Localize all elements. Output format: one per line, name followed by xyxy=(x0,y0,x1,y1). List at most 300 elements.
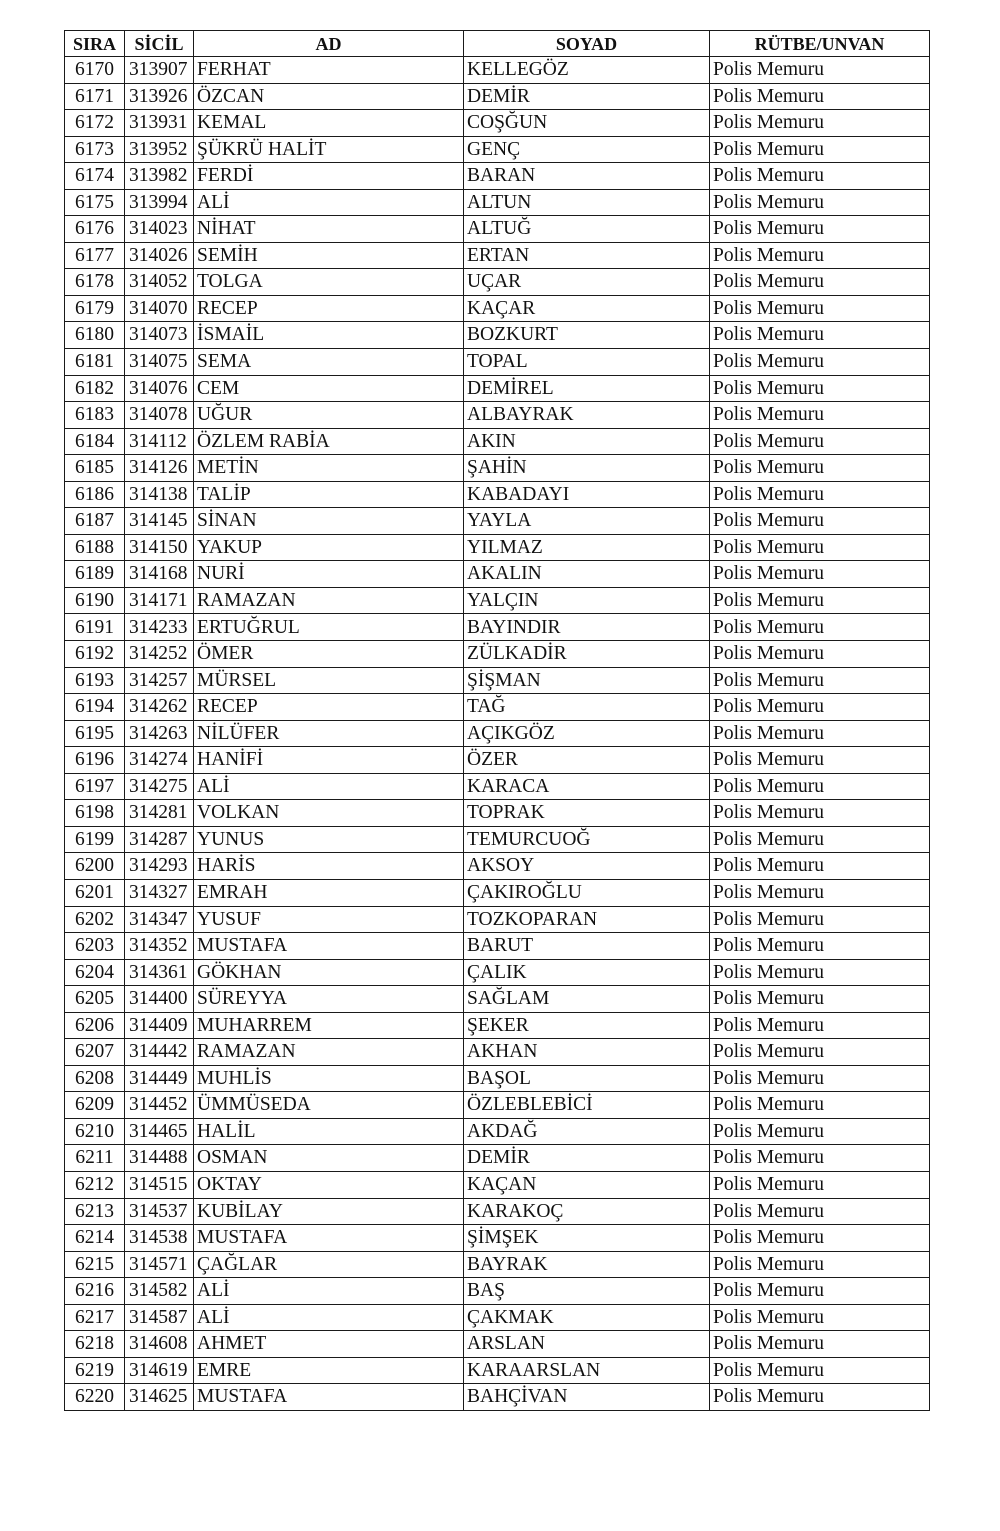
cell-soyad: ÇAKMAK xyxy=(464,1304,710,1331)
cell-soyad: AKSOY xyxy=(464,853,710,880)
cell-sira: 6187 xyxy=(65,508,125,535)
cell-ad: NİHAT xyxy=(194,216,464,243)
cell-ad: MUSTAFA xyxy=(194,1384,464,1411)
cell-sira: 6194 xyxy=(65,694,125,721)
table-row xyxy=(65,295,930,322)
cell-rutbe: Polis Memuru xyxy=(710,959,930,986)
cell-sira: 6200 xyxy=(65,853,125,880)
cell-soyad: YILMAZ xyxy=(464,534,710,561)
cell-ad: ÖZLEM RABİA xyxy=(194,428,464,455)
cell-rutbe: Polis Memuru xyxy=(710,747,930,774)
cell-rutbe: Polis Memuru xyxy=(710,1331,930,1358)
cell-sira: 6210 xyxy=(65,1118,125,1145)
cell-ad: NİLÜFER xyxy=(194,720,464,747)
cell-rutbe: Polis Memuru xyxy=(710,587,930,614)
cell-sicil: 314233 xyxy=(125,614,194,641)
cell-ad: OSMAN xyxy=(194,1145,464,1172)
table-row xyxy=(65,375,930,402)
cell-ad: ÖZCAN xyxy=(194,83,464,110)
cell-rutbe: Polis Memuru xyxy=(710,402,930,429)
cell-soyad: BAHÇİVAN xyxy=(464,1384,710,1411)
cell-sira: 6186 xyxy=(65,481,125,508)
cell-sira: 6203 xyxy=(65,933,125,960)
cell-ad: RAMAZAN xyxy=(194,1039,464,1066)
cell-rutbe: Polis Memuru xyxy=(710,455,930,482)
cell-sira: 6211 xyxy=(65,1145,125,1172)
cell-rutbe: Polis Memuru xyxy=(710,1065,930,1092)
cell-rutbe: Polis Memuru xyxy=(710,1092,930,1119)
cell-sicil: 314352 xyxy=(125,933,194,960)
cell-ad: ALİ xyxy=(194,189,464,216)
cell-sira: 6193 xyxy=(65,667,125,694)
table-row xyxy=(65,587,930,614)
cell-sira: 6170 xyxy=(65,57,125,84)
table-row xyxy=(65,667,930,694)
cell-sira: 6205 xyxy=(65,986,125,1013)
cell-ad: HANİFİ xyxy=(194,747,464,774)
cell-sira: 6188 xyxy=(65,534,125,561)
cell-soyad: YAYLA xyxy=(464,508,710,535)
cell-rutbe: Polis Memuru xyxy=(710,1357,930,1384)
cell-rutbe: Polis Memuru xyxy=(710,641,930,668)
cell-ad: TALİP xyxy=(194,481,464,508)
table-row xyxy=(65,349,930,376)
cell-sicil: 314281 xyxy=(125,800,194,827)
cell-sira: 6190 xyxy=(65,587,125,614)
cell-sira: 6207 xyxy=(65,1039,125,1066)
cell-soyad: KELLEGÖZ xyxy=(464,57,710,84)
cell-soyad: AKHAN xyxy=(464,1039,710,1066)
cell-sicil: 314262 xyxy=(125,694,194,721)
cell-sicil: 314449 xyxy=(125,1065,194,1092)
cell-sicil: 314538 xyxy=(125,1225,194,1252)
cell-ad: YAKUP xyxy=(194,534,464,561)
cell-soyad: KAÇAR xyxy=(464,295,710,322)
cell-soyad: ŞİŞMAN xyxy=(464,667,710,694)
personnel-roster-table xyxy=(64,30,930,1411)
cell-sicil: 314293 xyxy=(125,853,194,880)
cell-rutbe: Polis Memuru xyxy=(710,216,930,243)
table-row xyxy=(65,853,930,880)
cell-sicil: 313982 xyxy=(125,163,194,190)
cell-ad: SİNAN xyxy=(194,508,464,535)
cell-rutbe: Polis Memuru xyxy=(710,1278,930,1305)
cell-soyad: COŞĞUN xyxy=(464,110,710,137)
table-row xyxy=(65,773,930,800)
cell-sira: 6192 xyxy=(65,641,125,668)
cell-ad: KEMAL xyxy=(194,110,464,137)
cell-ad: OKTAY xyxy=(194,1171,464,1198)
cell-rutbe: Polis Memuru xyxy=(710,508,930,535)
table-row xyxy=(65,1065,930,1092)
cell-sicil: 314073 xyxy=(125,322,194,349)
table-row xyxy=(65,561,930,588)
cell-sira: 6201 xyxy=(65,879,125,906)
table-row xyxy=(65,322,930,349)
cell-soyad: ALTUN xyxy=(464,189,710,216)
cell-rutbe: Polis Memuru xyxy=(710,826,930,853)
table-row xyxy=(65,242,930,269)
table-row xyxy=(65,216,930,243)
cell-soyad: ZÜLKADİR xyxy=(464,641,710,668)
cell-ad: İSMAİL xyxy=(194,322,464,349)
cell-soyad: BAŞOL xyxy=(464,1065,710,1092)
cell-sicil: 313994 xyxy=(125,189,194,216)
cell-rutbe: Polis Memuru xyxy=(710,428,930,455)
table-row xyxy=(65,933,930,960)
cell-soyad: ALBAYRAK xyxy=(464,402,710,429)
table-row xyxy=(65,1039,930,1066)
table-row xyxy=(65,402,930,429)
cell-rutbe: Polis Memuru xyxy=(710,189,930,216)
cell-sira: 6184 xyxy=(65,428,125,455)
cell-ad: KUBİLAY xyxy=(194,1198,464,1225)
cell-rutbe: Polis Memuru xyxy=(710,986,930,1013)
cell-sicil: 314287 xyxy=(125,826,194,853)
cell-soyad: KARACA xyxy=(464,773,710,800)
table-row xyxy=(65,1225,930,1252)
cell-soyad: KAÇAN xyxy=(464,1171,710,1198)
cell-soyad: ERTAN xyxy=(464,242,710,269)
cell-sicil: 314078 xyxy=(125,402,194,429)
cell-rutbe: Polis Memuru xyxy=(710,773,930,800)
cell-sira: 6208 xyxy=(65,1065,125,1092)
cell-ad: RECEP xyxy=(194,295,464,322)
cell-rutbe: Polis Memuru xyxy=(710,1039,930,1066)
cell-sira: 6173 xyxy=(65,136,125,163)
cell-rutbe: Polis Memuru xyxy=(710,57,930,84)
cell-soyad: AKDAĞ xyxy=(464,1118,710,1145)
table-row xyxy=(65,720,930,747)
cell-sira: 6179 xyxy=(65,295,125,322)
cell-soyad: DEMİR xyxy=(464,83,710,110)
cell-sicil: 314052 xyxy=(125,269,194,296)
cell-sicil: 314075 xyxy=(125,349,194,376)
cell-sicil: 314347 xyxy=(125,906,194,933)
cell-soyad: BAYRAK xyxy=(464,1251,710,1278)
cell-sira: 6216 xyxy=(65,1278,125,1305)
cell-sicil: 314571 xyxy=(125,1251,194,1278)
table-row xyxy=(65,1331,930,1358)
cell-sira: 6202 xyxy=(65,906,125,933)
cell-sira: 6214 xyxy=(65,1225,125,1252)
cell-sira: 6171 xyxy=(65,83,125,110)
cell-ad: UĞUR xyxy=(194,402,464,429)
table-row xyxy=(65,694,930,721)
cell-ad: ŞÜKRÜ HALİT xyxy=(194,136,464,163)
cell-rutbe: Polis Memuru xyxy=(710,879,930,906)
cell-sira: 6177 xyxy=(65,242,125,269)
header-sicil: SİCİL xyxy=(125,31,194,57)
cell-soyad: KABADAYI xyxy=(464,481,710,508)
table-row xyxy=(65,1304,930,1331)
cell-ad: ALİ xyxy=(194,1278,464,1305)
table-row xyxy=(65,534,930,561)
table-row xyxy=(65,986,930,1013)
cell-soyad: AKIN xyxy=(464,428,710,455)
cell-ad: AHMET xyxy=(194,1331,464,1358)
cell-rutbe: Polis Memuru xyxy=(710,83,930,110)
cell-ad: MUSTAFA xyxy=(194,933,464,960)
table-row xyxy=(65,614,930,641)
table-row xyxy=(65,879,930,906)
cell-sicil: 314252 xyxy=(125,641,194,668)
cell-soyad: SAĞLAM xyxy=(464,986,710,1013)
table-body xyxy=(65,57,930,1411)
cell-sicil: 314275 xyxy=(125,773,194,800)
table-row xyxy=(65,1171,930,1198)
cell-sicil: 314150 xyxy=(125,534,194,561)
table-row xyxy=(65,826,930,853)
cell-rutbe: Polis Memuru xyxy=(710,163,930,190)
cell-sira: 6212 xyxy=(65,1171,125,1198)
table-row xyxy=(65,959,930,986)
table-row xyxy=(65,83,930,110)
cell-soyad: TAĞ xyxy=(464,694,710,721)
cell-sicil: 314168 xyxy=(125,561,194,588)
cell-ad: NURİ xyxy=(194,561,464,588)
cell-sicil: 314361 xyxy=(125,959,194,986)
cell-sicil: 314274 xyxy=(125,747,194,774)
cell-rutbe: Polis Memuru xyxy=(710,1198,930,1225)
cell-rutbe: Polis Memuru xyxy=(710,295,930,322)
cell-sicil: 314515 xyxy=(125,1171,194,1198)
cell-soyad: ÖZER xyxy=(464,747,710,774)
cell-rutbe: Polis Memuru xyxy=(710,853,930,880)
cell-rutbe: Polis Memuru xyxy=(710,1251,930,1278)
cell-sicil: 314138 xyxy=(125,481,194,508)
cell-sicil: 314400 xyxy=(125,986,194,1013)
table-row xyxy=(65,1384,930,1411)
cell-sicil: 314112 xyxy=(125,428,194,455)
header-sira: SIRA xyxy=(65,31,125,57)
cell-ad: FERDİ xyxy=(194,163,464,190)
cell-sira: 6191 xyxy=(65,614,125,641)
table-row xyxy=(65,1092,930,1119)
cell-soyad: TEMURCUOĞ xyxy=(464,826,710,853)
cell-sira: 6217 xyxy=(65,1304,125,1331)
cell-ad: GÖKHAN xyxy=(194,959,464,986)
cell-soyad: ŞİMŞEK xyxy=(464,1225,710,1252)
cell-sicil: 314625 xyxy=(125,1384,194,1411)
cell-ad: YUSUF xyxy=(194,906,464,933)
cell-rutbe: Polis Memuru xyxy=(710,614,930,641)
cell-soyad: KARAARSLAN xyxy=(464,1357,710,1384)
cell-ad: ALİ xyxy=(194,1304,464,1331)
table-row xyxy=(65,57,930,84)
cell-sicil: 314076 xyxy=(125,375,194,402)
cell-soyad: BOZKURT xyxy=(464,322,710,349)
cell-sira: 6195 xyxy=(65,720,125,747)
cell-ad: SEMA xyxy=(194,349,464,376)
cell-sira: 6176 xyxy=(65,216,125,243)
header-rutbe: RÜTBE/UNVAN xyxy=(710,31,930,57)
cell-ad: TOLGA xyxy=(194,269,464,296)
cell-sicil: 314257 xyxy=(125,667,194,694)
cell-ad: CEM xyxy=(194,375,464,402)
cell-rutbe: Polis Memuru xyxy=(710,1304,930,1331)
cell-sicil: 314587 xyxy=(125,1304,194,1331)
cell-sicil: 314442 xyxy=(125,1039,194,1066)
table-row xyxy=(65,641,930,668)
cell-ad: YUNUS xyxy=(194,826,464,853)
cell-soyad: ŞAHİN xyxy=(464,455,710,482)
cell-sira: 6215 xyxy=(65,1251,125,1278)
cell-sira: 6175 xyxy=(65,189,125,216)
cell-sira: 6189 xyxy=(65,561,125,588)
table-row xyxy=(65,269,930,296)
table-row xyxy=(65,1012,930,1039)
cell-sicil: 314582 xyxy=(125,1278,194,1305)
cell-rutbe: Polis Memuru xyxy=(710,906,930,933)
cell-rutbe: Polis Memuru xyxy=(710,667,930,694)
cell-soyad: YALÇIN xyxy=(464,587,710,614)
cell-sicil: 314023 xyxy=(125,216,194,243)
cell-sira: 6196 xyxy=(65,747,125,774)
cell-soyad: BARAN xyxy=(464,163,710,190)
cell-sicil: 314263 xyxy=(125,720,194,747)
cell-ad: ERTUĞRUL xyxy=(194,614,464,641)
cell-ad: EMRAH xyxy=(194,879,464,906)
cell-soyad: TOZKOPARAN xyxy=(464,906,710,933)
table-row xyxy=(65,508,930,535)
cell-soyad: ŞEKER xyxy=(464,1012,710,1039)
cell-soyad: AKALIN xyxy=(464,561,710,588)
cell-ad: METİN xyxy=(194,455,464,482)
cell-sicil: 313926 xyxy=(125,83,194,110)
cell-ad: MUHARREM xyxy=(194,1012,464,1039)
cell-sicil: 314171 xyxy=(125,587,194,614)
cell-rutbe: Polis Memuru xyxy=(710,269,930,296)
cell-sicil: 313931 xyxy=(125,110,194,137)
cell-soyad: DEMİR xyxy=(464,1145,710,1172)
table-row xyxy=(65,1118,930,1145)
cell-ad: RAMAZAN xyxy=(194,587,464,614)
table-row xyxy=(65,428,930,455)
cell-sira: 6172 xyxy=(65,110,125,137)
cell-rutbe: Polis Memuru xyxy=(710,1118,930,1145)
cell-sicil: 314465 xyxy=(125,1118,194,1145)
cell-ad: HARİS xyxy=(194,853,464,880)
cell-ad: FERHAT xyxy=(194,57,464,84)
cell-sicil: 314070 xyxy=(125,295,194,322)
cell-rutbe: Polis Memuru xyxy=(710,349,930,376)
cell-sira: 6182 xyxy=(65,375,125,402)
cell-ad: MUHLİS xyxy=(194,1065,464,1092)
cell-sira: 6199 xyxy=(65,826,125,853)
cell-sicil: 314327 xyxy=(125,879,194,906)
cell-sira: 6198 xyxy=(65,800,125,827)
cell-sicil: 314619 xyxy=(125,1357,194,1384)
cell-ad: ÜMMÜSEDA xyxy=(194,1092,464,1119)
cell-soyad: TOPRAK xyxy=(464,800,710,827)
cell-sicil: 314026 xyxy=(125,242,194,269)
table-row xyxy=(65,1198,930,1225)
cell-soyad: KARAKOÇ xyxy=(464,1198,710,1225)
cell-sicil: 313907 xyxy=(125,57,194,84)
cell-rutbe: Polis Memuru xyxy=(710,136,930,163)
cell-sira: 6180 xyxy=(65,322,125,349)
cell-soyad: BAYINDIR xyxy=(464,614,710,641)
table-row xyxy=(65,163,930,190)
cell-rutbe: Polis Memuru xyxy=(710,375,930,402)
cell-ad: HALİL xyxy=(194,1118,464,1145)
cell-soyad: AÇIKGÖZ xyxy=(464,720,710,747)
cell-sira: 6218 xyxy=(65,1331,125,1358)
cell-sicil: 314409 xyxy=(125,1012,194,1039)
cell-rutbe: Polis Memuru xyxy=(710,481,930,508)
cell-rutbe: Polis Memuru xyxy=(710,694,930,721)
table-row xyxy=(65,1278,930,1305)
cell-sicil: 314145 xyxy=(125,508,194,535)
cell-ad: RECEP xyxy=(194,694,464,721)
table-row xyxy=(65,800,930,827)
cell-rutbe: Polis Memuru xyxy=(710,322,930,349)
cell-rutbe: Polis Memuru xyxy=(710,720,930,747)
cell-sira: 6219 xyxy=(65,1357,125,1384)
table-row xyxy=(65,906,930,933)
cell-rutbe: Polis Memuru xyxy=(710,1384,930,1411)
cell-sira: 6209 xyxy=(65,1092,125,1119)
cell-rutbe: Polis Memuru xyxy=(710,1225,930,1252)
table-row xyxy=(65,1251,930,1278)
cell-soyad: TOPAL xyxy=(464,349,710,376)
cell-soyad: ÇALIK xyxy=(464,959,710,986)
table-row xyxy=(65,1357,930,1384)
cell-soyad: UÇAR xyxy=(464,269,710,296)
header-soyad: SOYAD xyxy=(464,31,710,57)
cell-sira: 6181 xyxy=(65,349,125,376)
cell-ad: MUSTAFA xyxy=(194,1225,464,1252)
cell-rutbe: Polis Memuru xyxy=(710,110,930,137)
cell-sicil: 314126 xyxy=(125,455,194,482)
cell-soyad: ÇAKIROĞLU xyxy=(464,879,710,906)
table-row xyxy=(65,747,930,774)
table-header xyxy=(65,31,930,57)
cell-ad: MÜRSEL xyxy=(194,667,464,694)
cell-ad: SÜREYYA xyxy=(194,986,464,1013)
cell-sira: 6206 xyxy=(65,1012,125,1039)
cell-rutbe: Polis Memuru xyxy=(710,242,930,269)
table-row xyxy=(65,189,930,216)
cell-sicil: 313952 xyxy=(125,136,194,163)
cell-sira: 6183 xyxy=(65,402,125,429)
cell-rutbe: Polis Memuru xyxy=(710,800,930,827)
cell-rutbe: Polis Memuru xyxy=(710,1012,930,1039)
table-row xyxy=(65,481,930,508)
cell-sicil: 314608 xyxy=(125,1331,194,1358)
cell-ad: VOLKAN xyxy=(194,800,464,827)
cell-ad: ÇAĞLAR xyxy=(194,1251,464,1278)
cell-sira: 6213 xyxy=(65,1198,125,1225)
table-row xyxy=(65,455,930,482)
cell-sira: 6185 xyxy=(65,455,125,482)
header-ad: AD xyxy=(194,31,464,57)
cell-soyad: ÖZLEBLEBİCİ xyxy=(464,1092,710,1119)
cell-rutbe: Polis Memuru xyxy=(710,933,930,960)
cell-soyad: DEMİREL xyxy=(464,375,710,402)
cell-rutbe: Polis Memuru xyxy=(710,534,930,561)
header-row xyxy=(65,31,930,57)
cell-ad: SEMİH xyxy=(194,242,464,269)
cell-ad: ÖMER xyxy=(194,641,464,668)
cell-rutbe: Polis Memuru xyxy=(710,1145,930,1172)
cell-sira: 6220 xyxy=(65,1384,125,1411)
table-row xyxy=(65,110,930,137)
cell-rutbe: Polis Memuru xyxy=(710,1171,930,1198)
cell-sicil: 314488 xyxy=(125,1145,194,1172)
cell-sira: 6174 xyxy=(65,163,125,190)
